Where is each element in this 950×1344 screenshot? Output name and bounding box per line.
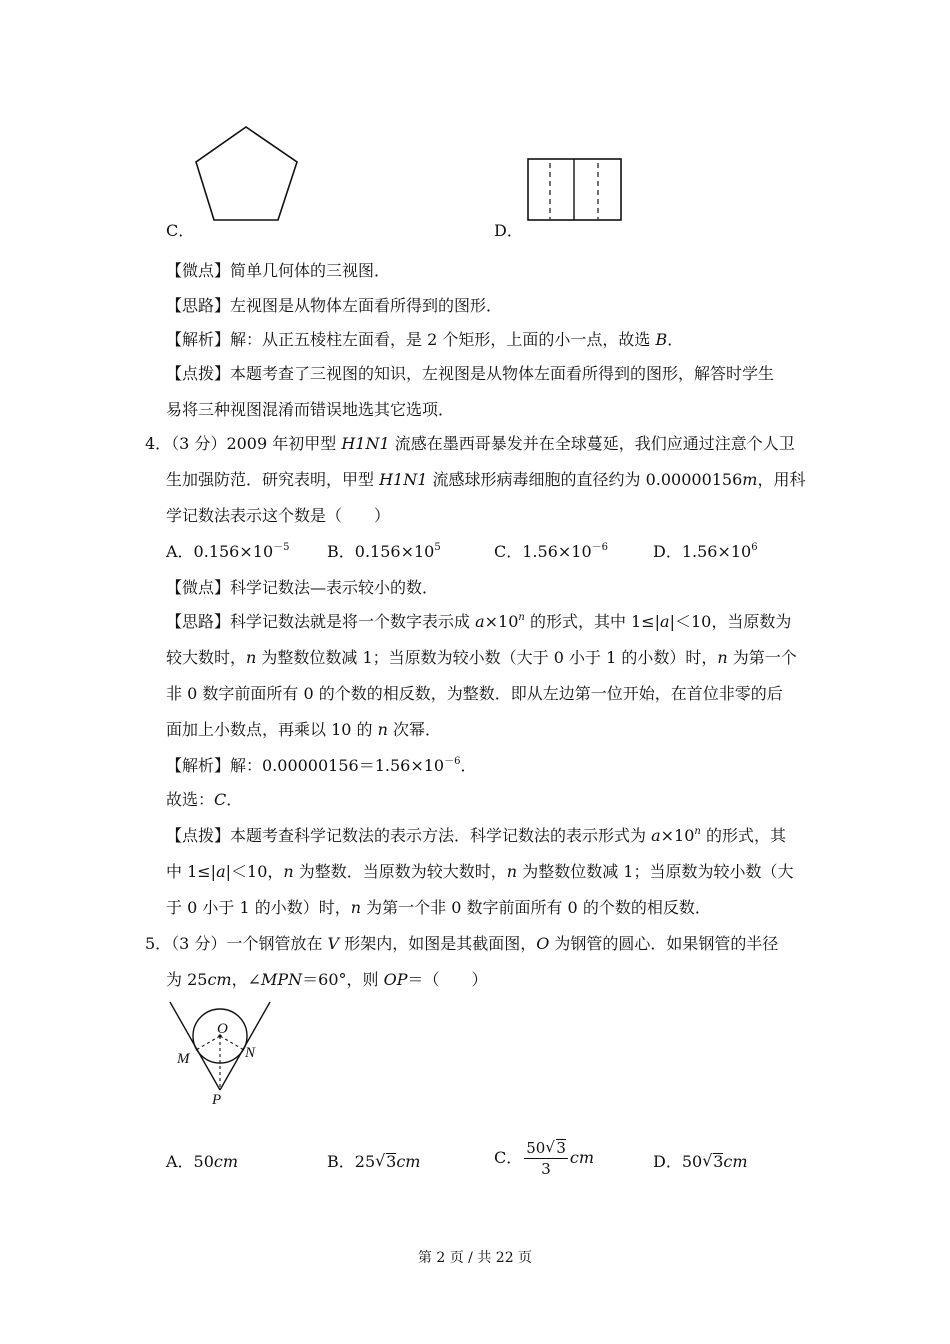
q4-silu-line2: 较大数时，n 为整数位数减 1；当原数为较小数（大于 0 小于 1 的小数）时，n 为第一个 bbox=[166, 648, 797, 667]
v-frame-figure bbox=[164, 1000, 276, 1108]
q4-stem-line2: 生加强防范．研究表明，甲型 H1N1 流感球形病毒细胞的直径约为 0.00000156m，用科 bbox=[166, 470, 806, 489]
fraction: $\frac{50√ 3}{3}$ bbox=[524, 1138, 568, 1179]
rectangle-view-figure bbox=[526, 157, 624, 223]
q5-option-a[interactable]: A．50cm bbox=[166, 1152, 239, 1171]
q3-weidian: 【微点】简单几何体的三视图． bbox=[166, 261, 391, 280]
pentagon-figure bbox=[194, 124, 300, 222]
q4-silu-line1: 【思路】科学记数法就是将一个数字表示成 $a\times 10^n$ 的形式，其中 1≤|a|＜10，当原数为 bbox=[166, 612, 792, 631]
sqrt-symbol: √ 3 bbox=[702, 1152, 723, 1172]
page-footer: 第 2 页 / 共 22 页 bbox=[417, 1250, 533, 1266]
q3-option-c-label[interactable]: C． bbox=[166, 221, 195, 240]
q3-jiexi: 【解析】解：从正五棱柱左面看，是 2 个矩形，上面的小一点，故选 B． bbox=[166, 330, 684, 349]
q4-option-d[interactable]: D．$1.56\times 10^6$ bbox=[653, 542, 758, 561]
q4-silu-line3: 非 0 数字前面所有 0 的个数的相反数，为整数．即从左边第一位开始，在首位非零的后 bbox=[166, 684, 783, 703]
fig-label-m: M bbox=[177, 1051, 190, 1067]
fig-label-n: N bbox=[245, 1045, 256, 1061]
q5-option-d[interactable]: D．50√ 3cm bbox=[653, 1152, 748, 1172]
fig-label-o: O bbox=[217, 1021, 228, 1037]
q3-option-d-label[interactable]: D． bbox=[494, 221, 523, 240]
q4-guxuan: 故选：C． bbox=[166, 790, 243, 809]
q4-option-a[interactable]: A．$0.156\times 10^{-5}$ bbox=[166, 542, 290, 561]
q4-jiexi: 【解析】解：$0.00000156=1.56\times 10^{-6}$． bbox=[166, 756, 477, 775]
q4-weidian: 【微点】科学记数法—表示较小的数． bbox=[166, 578, 439, 597]
sqrt-symbol: √ 3 bbox=[545, 1138, 566, 1158]
q5-stem-line2: 为 25cm，∠MPN＝60°，则 OP＝（ ） bbox=[166, 970, 488, 989]
q4-option-c[interactable]: C．$1.56\times 10^{-6}$ bbox=[494, 542, 609, 561]
q5-option-b[interactable]: B．25√ 3cm bbox=[327, 1152, 420, 1172]
q4-silu-line4: 面加上小数点，再乘以 10 的 n 次幂． bbox=[166, 720, 442, 739]
q3-silu: 【思路】左视图是从物体左面看所得到的图形． bbox=[166, 296, 503, 315]
q4-dianbo-line2: 中 1≤|a|＜10，n 为整数．当原数为较大数时，n 为整数位数减 1；当原数为较小数（大 bbox=[166, 862, 794, 881]
q5-stem-line1: 5．（3 分）一个钢管放在 V 形架内，如图是其截面图，O 为钢管的圆心．如果钢管的半径 bbox=[145, 934, 779, 953]
fig-label-p: P bbox=[212, 1092, 222, 1108]
q3-dianbo-line1: 【点拨】本题考查了三视图的知识，左视图是从物体左面看所得到的图形，解答时学生 bbox=[166, 364, 775, 383]
q3-dianbo-line2: 易将三种视图混淆而错误地选其它选项． bbox=[166, 400, 455, 419]
q4-option-b[interactable]: B．$0.156\times 10^5$ bbox=[327, 542, 441, 561]
q5-option-c[interactable]: C． $\frac{50√ 3}{3}$ cm bbox=[494, 1138, 594, 1179]
q4-stem-line3: 学记数法表示这个数是（ ） bbox=[166, 506, 391, 525]
sqrt-symbol: √ 3 bbox=[375, 1152, 396, 1172]
q4-dianbo-line3: 于 0 小于 1 的小数）时，n 为第一个非 0 数字前面所有 0 的个数的相反数． bbox=[166, 898, 711, 917]
q4-stem-line1: 4．（3 分）2009 年初甲型 H1N1 流感在墨西哥暴发并在全球蔓延，我们应通过注意个人卫 bbox=[145, 434, 795, 453]
q4-dianbo-line1: 【点拨】本题考查科学记数法的表示方法．科学记数法的表示形式为 $a\times 10^n$ 的形式，其 bbox=[166, 826, 786, 845]
